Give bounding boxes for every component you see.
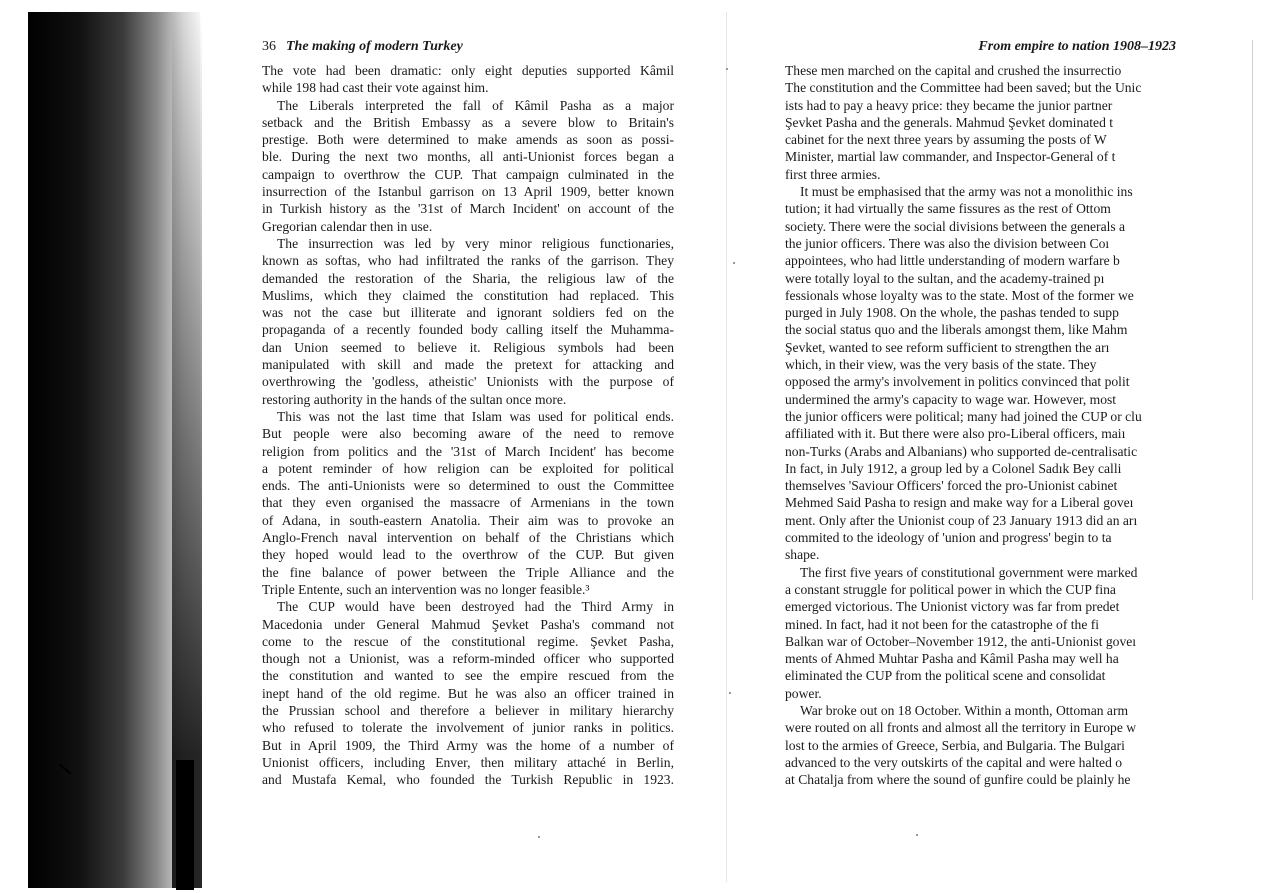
text-line: opposed the army's involvement in politics convinced that polit	[785, 374, 1130, 390]
text-line: setback and the British Embassy as a severe blow to Britain's	[262, 114, 674, 130]
text-line: were routed on all fronts and almost all the territory in Europe w	[785, 720, 1137, 736]
text-line: though not a Unionist, was a reform-minded officer who supported	[262, 651, 674, 667]
text-line: the constitution and wanted to see the empire rescued from the	[262, 668, 674, 684]
text-line: the Prussian school and therefore a believer in military hierarchy	[262, 702, 674, 718]
text-line: lost to the armies of Greece, Serbia, and Bulgaria. The Bulgari	[785, 737, 1125, 753]
text-line: purged in July 1908. On the whole, the pashas tended to supp	[785, 305, 1119, 321]
text-line: were totally loyal to the sultan, and the academy-trained pı	[785, 270, 1105, 286]
text-line: prestige. Both were determined to make amends as soon as possi-	[262, 132, 674, 148]
text-line: ble. During the next two months, all anti-Unionist forces began a	[262, 149, 674, 165]
text-line: emerged victorious. The Unionist victory was far from predet	[785, 599, 1120, 615]
text-line: commited to the ideology of 'union and progress' begin to ta	[785, 530, 1112, 546]
text-line: the fine balance of power between the Triple Alliance and the	[262, 564, 674, 580]
scan-speck	[733, 262, 735, 264]
right-body-text	[785, 62, 1176, 788]
text-line: the junior officers were political; many had joined the CUP or clu	[785, 408, 1142, 424]
text-line: The CUP would have been destroyed had the Third Army in	[277, 599, 674, 615]
text-line: restoring authority in the hands of the sultan once more.	[262, 391, 567, 407]
text-line: while 198 had cast their vote against him.	[262, 80, 489, 96]
text-line: society. There were the social divisions between the generals a	[785, 218, 1126, 234]
text-line: overthrowing the 'godless, atheistic' Unionists with the purpose of	[262, 374, 674, 390]
text-line: fessionals whose loyalty was to the state. Most of the former we	[785, 287, 1134, 303]
page-number: 36	[262, 39, 276, 54]
text-line: and Mustafa Kemal, who founded the Turkish Republic in 1923.	[262, 772, 674, 788]
text-line: The vote had been dramatic: only eight deputies supported Kâmil	[262, 63, 674, 78]
text-line: eliminated the CUP from the political scene and consolidat	[785, 668, 1106, 684]
text-line: who refused to tolerate the involvement of junior ranks in politics.	[262, 720, 674, 736]
text-line: Minister, martial law commander, and Inspector-General of t	[785, 149, 1116, 165]
text-line: But in April 1909, the Third Army was the home of a number of	[262, 737, 674, 753]
text-line: that they even organised the massacre of Armenians in the town	[262, 495, 674, 511]
text-line: advanced to the very outskirts of the capital and were halted o	[785, 754, 1123, 770]
text-line: Balkan war of October–November 1912, the anti-Unionist goveı	[785, 633, 1137, 649]
right-running-head: From empire to nation 1908–1923	[978, 39, 1176, 54]
book-title: The making of modern Turkey	[286, 39, 463, 54]
page-edge-line	[1252, 40, 1253, 600]
text-line: The insurrection was led by very minor religious functionaries,	[277, 235, 674, 251]
text-line: propaganda of a recently founded body calling itself the Muhamma-	[262, 322, 674, 338]
text-line: ment. Only after the Unionist coup of 23 January 1913 did an arı	[785, 512, 1138, 528]
text-line: The first five years of constitutional government were marked	[800, 564, 1138, 580]
text-line: inept hand of the old regime. But he was also an officer trained in	[262, 685, 674, 701]
text-line: Mehmed Said Pasha to resign and make way for a Liberal goveı	[785, 495, 1134, 511]
text-line: manipulated with skill and made the pretext for attacking and	[262, 357, 674, 373]
text-line: power.	[785, 685, 822, 701]
text-line: was not the case but illiterate and ignorant soldiers fed on the	[262, 305, 674, 321]
text-line: Anglo-French naval intervention on behalf of the Christians which	[262, 530, 674, 546]
right-page	[785, 38, 1176, 788]
text-line: non-Turks (Arabs and Albanians) who supported de-centralisatic	[785, 443, 1138, 459]
text-line: undermined the army's capacity to wage war. However, most	[785, 391, 1117, 407]
text-line: a constant struggle for political power in which the CUP fina	[785, 581, 1116, 597]
text-line: Şevket, wanted to see reform sufficient to strengthen the arı	[785, 339, 1110, 355]
text-line: at Chatalja from where the sound of gunfire could be plainly he	[785, 772, 1131, 788]
text-line: This was not the last time that Islam was used for political ends.	[277, 408, 674, 424]
scan-speck	[538, 836, 540, 838]
text-line: In fact, in July 1912, a group led by a Colonel Sadık Bey calli	[785, 460, 1122, 476]
text-line: the junior officers. There was also the division between Coı	[785, 235, 1110, 251]
text-line: Muslims, which they claimed the constitution had replaced. This	[262, 287, 674, 303]
text-line: ends. The anti-Unionists were so determined to oust the Committee	[262, 478, 674, 494]
text-line: affiliated with it. But there were also pro-Liberal officers, maiı	[785, 426, 1126, 442]
text-line: The Liberals interpreted the fall of Kâmil Pasha as a major	[277, 97, 674, 113]
text-line: known as softas, who had infiltrated the ranks of the garrison. They	[262, 253, 674, 269]
text-line: War broke out on 18 October. Within a month, Ottoman arm	[800, 702, 1129, 718]
text-line: It must be emphasised that the army was not a monolithic ins	[800, 184, 1133, 200]
text-line: appointees, who had little understanding of modern warfare b	[785, 253, 1120, 269]
text-line: But people were also becoming aware of the need to remove	[262, 426, 674, 442]
text-line: ments of Ahmed Muhtar Pasha and Kâmil Pasha may well ha	[785, 651, 1119, 667]
text-line: cabinet for the next three years by assuming the posts of W	[785, 132, 1107, 148]
book-spine-edge-bottom	[176, 760, 194, 890]
text-line: the social status quo and the liberals amongst them, like Mahm	[785, 322, 1128, 338]
text-line: in Turkish history as the '31st of March Incident' on account of the	[262, 201, 674, 217]
page-gutter	[726, 12, 727, 882]
text-line: These men marched on the capital and crushed the insurrectio	[785, 63, 1122, 78]
text-line: mined. In fact, had it not been for the catastrophe of the fi	[785, 616, 1100, 632]
text-line: Macedonia under General Mahmud Şevket Pasha's command not	[262, 616, 674, 632]
book-spine-edge	[172, 12, 202, 888]
text-line: which, in their view, was the very basis of the state. They	[785, 357, 1097, 373]
text-line: insurrection of the Istanbul garrison on 13 April 1909, better known	[262, 184, 674, 200]
text-line: Gregorian calendar then in use.	[262, 218, 433, 234]
left-running-head	[262, 38, 674, 62]
left-page	[262, 38, 674, 788]
text-line: they hoped would lead to the overthrow of the CUP. But given	[262, 547, 674, 563]
text-line: tution; it had virtually the same fissures as the rest of Ottom	[785, 201, 1111, 217]
text-line: campaign to overthrow the CUP. That campaign culminated in the	[262, 166, 674, 182]
text-line: first three armies.	[785, 166, 881, 182]
text-line: shape.	[785, 547, 820, 563]
text-line: dan Union seemed to believe it. Religious symbols had been	[262, 339, 674, 355]
text-line: demanded the restoration of the Sharia, the religious law of the	[262, 270, 674, 286]
text-line: Triple Entente, such an intervention was no longer feasible.³	[262, 581, 590, 597]
left-body-text	[262, 62, 674, 788]
text-line: come to the rescue of the constitutional regime. Şevket Pasha,	[262, 633, 674, 649]
text-line: themselves 'Saviour Officers' forced the pro-Unionist cabinet	[785, 478, 1118, 494]
text-line: of Adana, in south-eastern Anatolia. Their aim was to provoke an	[262, 512, 674, 528]
text-line: a potent reminder of how religion can be exploited for political	[262, 460, 674, 476]
scan-speck	[916, 834, 918, 836]
text-line: religion from politics and the '31st of March Incident' has become	[262, 443, 674, 459]
text-line: Unionist officers, including Enver, then military attaché in Berlin,	[262, 754, 674, 770]
text-line: ists had to pay a heavy price: they became the junior partner	[785, 97, 1113, 113]
scan-speck	[726, 68, 728, 70]
text-line: Şevket Pasha and the generals. Mahmud Şevket dominated t	[785, 114, 1114, 130]
scan-speck	[729, 692, 731, 694]
text-line: The constitution and the Committee had been saved; but the Unic	[785, 80, 1142, 96]
